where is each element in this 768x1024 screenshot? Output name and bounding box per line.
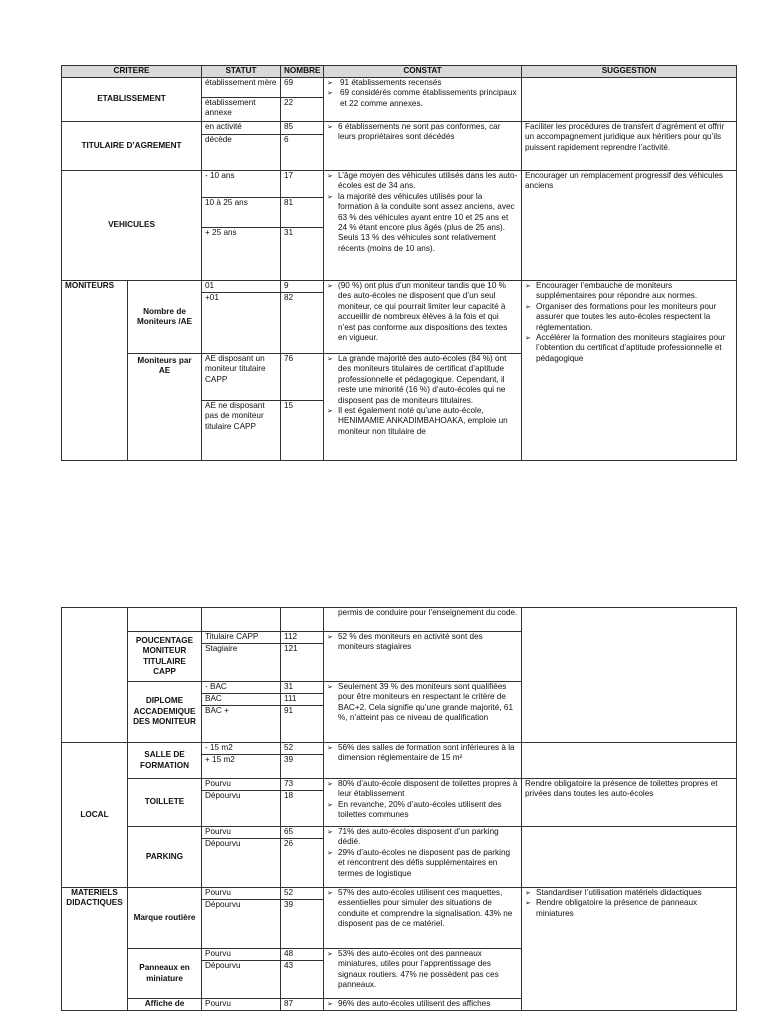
statut-cell: - 15 m2 (202, 743, 281, 755)
constat-cell (324, 827, 522, 888)
constat-cell (324, 281, 522, 354)
suggestion-item: ➢ Encourager l’embauche de moniteurs supplémentaires pour répondre aux normes. (525, 281, 733, 302)
constat-item: ➢ 80% d’auto-école disposent de toilettes propres à leur établissement (327, 779, 518, 800)
constat-cell (324, 682, 522, 743)
suggestion-item: ➢ Accélérer la formation des moniteurs stagiaires pour l’obtention du certificat d’aptitude professionnelle et pédagogique (525, 333, 733, 364)
suggestion-item: ➢ Standardiser l’utilisation matériels didactiques (525, 888, 733, 898)
nombre-cell: 52 (281, 743, 324, 755)
statut-cell: Titulaire CAPP (202, 632, 281, 644)
sub-critere-moniteurs-par-ae: Moniteurs par AE (128, 354, 202, 461)
statut-cell: Dépourvu (202, 961, 281, 999)
statut-cell: établissement mère (202, 78, 281, 98)
nombre-cell: 121 (281, 644, 324, 682)
nombre-cell: 76 (281, 354, 324, 401)
suggestion-cell: Rendre obligatoire la présence de toilettes propres et privées dans toutes les auto-écoles (522, 779, 737, 827)
constat-item: ➢ Il est également noté qu’une auto-école, HENIMAMIE ANKADIMBAHOAKA, emploie un moniteur non titulaire de (327, 406, 518, 437)
nombre-cell: 81 (281, 198, 324, 228)
statut-cell: Dépourvu (202, 791, 281, 827)
nombre-cell: 6 (281, 135, 324, 171)
sub-critere-marque-routiere: Marque routière (128, 888, 202, 949)
statut-cell: BAC + (202, 706, 281, 743)
header-statut: STATUT (202, 66, 281, 78)
constat-cell (324, 354, 522, 461)
nombre-cell: 87 (281, 999, 324, 1011)
nombre-cell (281, 608, 324, 632)
critere-vehicules: VEHICULES (62, 171, 202, 281)
constat-item: ➢ 52 % des moniteurs en activité sont des moniteurs stagiaires (327, 632, 518, 653)
nombre-cell: 31 (281, 682, 324, 694)
statut-cell: AE disposant un moniteur titulaire CAPP (202, 354, 281, 401)
constat-cell (324, 122, 522, 171)
sub-critere-panneaux-miniature: Panneaux en miniature (128, 949, 202, 999)
constat-cell (324, 999, 522, 1011)
nombre-cell: 65 (281, 827, 324, 839)
statut-cell: - 10 ans (202, 171, 281, 198)
statut-cell: AE ne disposant pas de moniteur titulaire CAPP (202, 401, 281, 461)
suggestion-item: ➢ Organiser des formations pour les moniteurs pour assurer que toutes les auto-écoles respectent la réglementation. (525, 302, 733, 333)
statut-cell: 01 (202, 281, 281, 293)
critere-local: LOCAL (62, 743, 128, 888)
sub-critere-affiche: Affiche de (128, 999, 202, 1011)
table-row (62, 78, 737, 98)
statut-cell: Dépourvu (202, 900, 281, 949)
nombre-cell: 39 (281, 900, 324, 949)
constat-cell (324, 632, 522, 682)
suggestion-cell (522, 743, 737, 779)
statut-cell: Pourvu (202, 999, 281, 1011)
constat-cell (324, 78, 522, 122)
constat-item: ➢ la majorité des véhicules utilisés pour la formation à la conduite sont assez anciens, avec 63 % des véhicules ayant entre 10 et 25 ans et 24 % étant encore plus âgés (plus de 25 ans). Seuls 13 % des véhicules sont relativement récents (moins de 10 ans). (327, 192, 518, 254)
sub-critere-pourcentage-capp: POUCENTAGE MONITEUR TITULAIRE CAPP (128, 632, 202, 682)
constat-item: ➢ En revanche, 20% d’auto-écoles utilisent des toilettes communes (327, 800, 518, 821)
nombre-cell: 85 (281, 122, 324, 135)
constat-item: ➢ L’âge moyen des véhicules utilisés dans les auto-écoles est de 34 ans. (327, 171, 518, 192)
suggestion-cell: Encourager un remplacement progressif des véhicules anciens (522, 171, 737, 281)
statut-cell: BAC (202, 694, 281, 706)
constat-item: ➢ 91 établissements recensés (327, 78, 518, 88)
sub-critere-empty (128, 608, 202, 632)
statut-cell: Pourvu (202, 888, 281, 900)
statut-cell: + 15 m2 (202, 755, 281, 779)
table-row (62, 743, 737, 755)
statut-cell: 10 à 25 ans (202, 198, 281, 228)
table-row (62, 171, 737, 198)
statut-cell: Pourvu (202, 779, 281, 791)
critere-materiels-didactiques: MATERIELS DIDACTIQUES (62, 888, 128, 1011)
constat-item: ➢ 29% d’auto-écoles ne disposent pas de parking et rencontrent des défis supplémentaires en termes de logistique (327, 848, 518, 879)
constat-item: ➢ 6 établissements ne sont pas conformes, car leurs propriétaires sont décédés (327, 122, 518, 143)
constat-item: ➢ La grande majorité des auto-écoles (84 %) ont des moniteurs titulaires de certificat d’aptitude professionnelle et pédagogique. Cependant, il reste une minorité (16 %) d’auto-écoles qui ne disposent pas de moniteurs titulaires. (327, 354, 518, 406)
table-row (62, 281, 737, 293)
nombre-cell: 17 (281, 171, 324, 198)
constat-cell (324, 949, 522, 999)
constat-continued: permis de conduire pour l’enseignement du code. (324, 608, 522, 632)
nombre-cell: 15 (281, 401, 324, 461)
constat-item: ➢ 53% des auto-écoles ont des panneaux miniatures, utiles pour l’apprentissage des signaux routiers. 47% ne possèdent pas ces panneaux. (327, 949, 518, 991)
suggestion-cell (522, 888, 737, 1011)
suggestion-cell (522, 827, 737, 888)
constat-item: ➢ 57% des auto-écoles utilisent ces maquettes, essentielles pour simuler des situations de conduite et comprendre la signalisation. 43% ne disposent pas de ce matériel. (327, 888, 518, 930)
nombre-cell: 112 (281, 632, 324, 644)
constat-cell (324, 743, 522, 779)
nombre-cell: 26 (281, 839, 324, 888)
statut-cell: décède (202, 135, 281, 171)
nombre-cell: 73 (281, 779, 324, 791)
nombre-cell: 52 (281, 888, 324, 900)
sub-critere-diplome: DIPLOME ACCADEMIQUE DES MONITEUR (128, 682, 202, 743)
critere-moniteurs: MONITEURS (62, 281, 128, 461)
nombre-cell: 31 (281, 228, 324, 281)
table-row (62, 122, 737, 135)
statut-cell: Pourvu (202, 949, 281, 961)
header-suggestion: SUGGESTION (522, 66, 737, 78)
table-row (62, 608, 737, 632)
suggestion-cell (522, 608, 737, 743)
header-critere: CRITERE (62, 66, 202, 78)
constat-item: ➢ (90 %) ont plus d’un moniteur tandis que 10 % des auto-écoles ne disposent que d’un seul moniteur, ce qui pourrait limiter leur capacité à accueillir de nombreux élèves à la fois et qui n’est pas conforme aux dispositions des textes en vigueur. (327, 281, 518, 343)
suggestion-item: ➢ Rendre obligatoire la présence de panneaux miniatures (525, 898, 733, 919)
nombre-cell: 9 (281, 281, 324, 293)
sub-critere-toilette: TOILLETE (128, 779, 202, 827)
header-nombre: NOMBRE (281, 66, 324, 78)
statut-cell: Stagiaire (202, 644, 281, 682)
table-row (62, 827, 737, 839)
statut-cell: Dépourvu (202, 839, 281, 888)
constat-item: ➢ 96% des auto-écoles utilisent des affiches (327, 999, 518, 1009)
diagnostic-table-page-2 (61, 607, 737, 1011)
nombre-cell: 69 (281, 78, 324, 98)
constat-item: ➢ 56% des salles de formation sont inférieures à la dimension réglementaire de 15 m² (327, 743, 518, 764)
statut-cell (202, 608, 281, 632)
diagnostic-table-page-1 (61, 65, 737, 461)
statut-cell: + 25 ans (202, 228, 281, 281)
statut-cell: en activité (202, 122, 281, 135)
sub-critere-nombre-moniteurs: Nombre de Moniteurs /AE (128, 281, 202, 354)
statut-cell: Pourvu (202, 827, 281, 839)
suggestion-cell: Faciliter les procédures de transfert d’agrément et offrir un accompagnement juridique aux héritiers pour qu’ils puissent rapidement reprendre l’activité. (522, 122, 737, 171)
constat-item: ➢ Seulement 39 % des moniteurs sont qualifiées pour être moniteurs en respectant le critère de BAC+2. Cela signifie qu’une grande majorité, 61 %, n’atteint pas ce niveau de qualification (327, 682, 518, 724)
nombre-cell: 48 (281, 949, 324, 961)
statut-cell: établissement annexe (202, 98, 281, 122)
table-header-row (62, 66, 737, 78)
constat-cell (324, 171, 522, 281)
nombre-cell: 18 (281, 791, 324, 827)
nombre-cell: 111 (281, 694, 324, 706)
nombre-cell: 91 (281, 706, 324, 743)
constat-item: ➢ 69 considérés comme établissements principaux et 22 comme annexes. (327, 88, 518, 109)
nombre-cell: 39 (281, 755, 324, 779)
constat-cell (324, 888, 522, 949)
table-row (62, 779, 737, 791)
suggestion-cell (522, 78, 737, 122)
constat-cell (324, 779, 522, 827)
header-constat: CONSTAT (324, 66, 522, 78)
nombre-cell: 43 (281, 961, 324, 999)
critere-moniteurs-continued (62, 608, 128, 743)
sub-critere-parking: PARKING (128, 827, 202, 888)
statut-cell: +01 (202, 293, 281, 354)
table-row (62, 888, 737, 900)
sub-critere-salle-formation: SALLE DE FORMATION (128, 743, 202, 779)
nombre-cell: 82 (281, 293, 324, 354)
statut-cell: - BAC (202, 682, 281, 694)
constat-item: ➢ 71% des auto-écoles disposent d’un parking dédié. (327, 827, 518, 848)
nombre-cell: 22 (281, 98, 324, 122)
critere-titulaire-agrement: TITULAIRE D’AGREMENT (62, 122, 202, 171)
critere-etablissement: ETABLISSEMENT (62, 78, 202, 122)
suggestion-cell (522, 281, 737, 461)
